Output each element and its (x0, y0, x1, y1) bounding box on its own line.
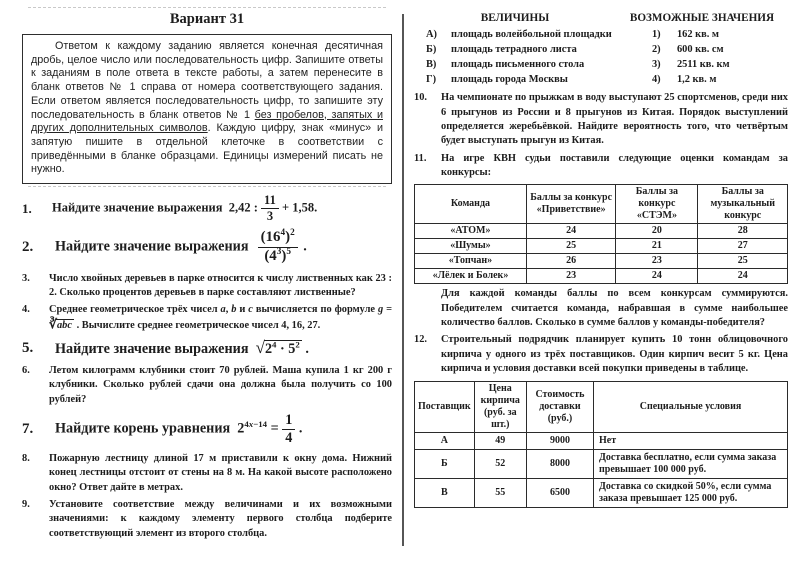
table-row (415, 224, 788, 239)
kvn-cell: 25 (698, 254, 788, 269)
problem-11 (414, 152, 788, 181)
kvn-cell: 24 (526, 224, 616, 239)
match-text: площадь тетрадного листа (451, 44, 577, 56)
match-label: А) (426, 29, 437, 40)
problem-5 (22, 339, 392, 358)
supplier-header-cell: Специальные условия (594, 381, 788, 432)
problem-text: Пожарную лестницу длиной 17 м приставили к окну дома. Нижний конец лестницы отстоит от стены на 8 м. На какой высоте расположено окно? Ответ дайте в метрах. (49, 452, 392, 493)
problem-3 (22, 272, 392, 301)
match-text: площадь волейбольной площадки (451, 29, 612, 40)
kvn-cell: 24 (698, 269, 788, 284)
match-item-g (426, 73, 616, 87)
kvn-cell: «АТОМ» (415, 224, 527, 239)
velichiny-header: ВЕЛИЧИНЫ (480, 12, 550, 24)
znacheniya-header: ВОЗМОЖНЫЕ ЗНАЧЕНИЯ (629, 12, 775, 24)
problem-1 (22, 194, 392, 223)
kvn-header-cell: Баллы за конкурс «СТЭМ» (616, 185, 698, 224)
problem-number: 5. (22, 340, 34, 356)
problem-text: Среднее геометрическое трёх чисел a, b и c вычисляется по формуле g = ∛abc . Вычислите среднее геометрическое чисел 4, 16, 27. (49, 304, 392, 331)
supplier-conditions-cell: Доставка бесплатно, если сумма заказа превышает 100 000 руб. (594, 449, 788, 478)
suppliers-table (414, 381, 788, 508)
match-label: 4) (651, 74, 661, 86)
matching-right-list (616, 28, 788, 88)
variant-title: Вариант 31 (169, 11, 245, 27)
table-row (415, 239, 788, 254)
problem-12 (414, 333, 788, 376)
match-value-3 (652, 58, 788, 72)
problem-number: 1. (22, 200, 32, 216)
problem-text: Летом килограмм клубники стоит 70 рублей. Маша купила 1 кг 200 г клубники. Сколько рублей сдачи она должна была получить со 100 рублей? (49, 365, 392, 405)
kvn-cell: «Топчан» (415, 254, 527, 269)
match-item-v (426, 58, 616, 72)
kvn-cell: 26 (526, 254, 616, 269)
problem-text: Найдите значение выражения $√2^4 \cdot 5^2$ . (55, 338, 309, 357)
problem-text: Найдите значение выражения $\frac{(16^4)^2}{(4^3)^5}$ . (55, 227, 307, 264)
table-row (415, 449, 788, 478)
problem-number: 6. (22, 365, 30, 376)
problem-number: 7. (22, 420, 34, 437)
problem-7 (22, 413, 392, 446)
problem-number: 9. (22, 498, 30, 510)
match-item-a (426, 28, 616, 42)
match-label: Г) (426, 74, 437, 86)
supplier-header-cell: Цена кирпича (руб. за шт.) (474, 381, 526, 432)
match-text: 2511 кв. км (676, 59, 730, 71)
supplier-cell: 49 (474, 432, 526, 449)
problem-text: Строительный подрядчик планирует купить 10 тонн облицовочного кирпича у одного из трёх поставщиков. Один кирпич весит 5 кг. Цена кирпича и условия доставки всей покупки приведены в таблице. (441, 334, 788, 375)
problem-text: На игре КВН судьи поставили следующие оценки командам за конкурсы: (441, 152, 788, 178)
kvn-cell: 23 (526, 269, 616, 284)
supplier-cell: 9000 (526, 432, 593, 449)
kvn-header-cell: Баллы за конкурс «Приветствие» (526, 185, 616, 224)
scan-artifact-line (28, 186, 386, 187)
match-label: 3) (651, 59, 661, 71)
supplier-cell: Б (415, 449, 475, 478)
scan-artifact-line (28, 7, 386, 8)
supplier-cell: 6500 (526, 478, 593, 507)
problem-10 (414, 91, 788, 148)
table-row (415, 254, 788, 269)
kvn-cell: 25 (526, 239, 616, 254)
problem-number: 3. (22, 272, 30, 284)
match-text: 1,2 кв. м (676, 74, 717, 86)
match-label: В) (426, 59, 437, 71)
kvn-table (414, 184, 788, 284)
kvn-header-cell: Баллы за музыкальный конкурс (698, 185, 788, 224)
supplier-conditions-cell: Доставка со скидкой 50%, если сумма заказа превышает 125 000 руб. (594, 478, 788, 507)
problem-6 (22, 364, 392, 407)
problem-9 (22, 498, 392, 541)
match-value-2 (652, 43, 788, 57)
matching-left-list (414, 28, 616, 88)
problem-number: 2. (22, 238, 34, 255)
table-header-row (415, 381, 788, 432)
supplier-cell: В (415, 478, 475, 507)
kvn-header-cell: Команда (415, 185, 527, 224)
matching-body (414, 28, 788, 88)
kvn-cell: 21 (616, 239, 698, 254)
kvn-cell: «Лёлек и Болек» (415, 269, 527, 284)
problem-text: Найдите корень уравнения $2^{4x-14}$ = $\frac{1}{4}$ . (55, 412, 303, 446)
supplier-cell: 52 (474, 449, 526, 478)
kvn-cell: 24 (616, 269, 698, 284)
match-text: 600 кв. см (676, 44, 724, 56)
problem-number: 12. (414, 334, 427, 346)
right-column (414, 10, 788, 511)
problem-list-left (22, 194, 392, 541)
match-label: 1) (651, 29, 661, 40)
match-label: Б) (426, 44, 437, 56)
supplier-header-cell: Стоимость доставки (руб.) (526, 381, 593, 432)
match-text: 162 кв. м (676, 29, 720, 40)
supplier-header-cell: Поставщик (415, 381, 475, 432)
problem-text: На чемпионате по прыжкам в воду выступают 25 спортсменов, среди них 6 прыгунов из России и 8 прыгунов из Китая. Порядок выступлений определяется жеребьёвкой. Найдите вероятность того, что четвёртым будет выступать прыгун из Китая. (441, 92, 788, 147)
problem-8 (22, 452, 392, 495)
kvn-cell: 28 (698, 224, 788, 239)
problem-text: Число хвойных деревьев в парке относится к числу лиственных как 23 : 2. Сколько процентов деревьев в парке составляют лиственные? (49, 272, 392, 298)
matching-headers (414, 12, 788, 24)
kvn-cell: 20 (616, 224, 698, 239)
table-row (415, 432, 788, 449)
match-item-b (426, 43, 616, 57)
match-value-4 (652, 73, 788, 87)
problem-4 (22, 303, 392, 333)
problem-number: 10. (414, 92, 427, 104)
problem-number: 11. (414, 152, 427, 164)
match-label: 2) (651, 44, 661, 56)
match-text: площадь города Москвы (451, 74, 568, 86)
match-text: площадь письменного стола (451, 59, 585, 71)
supplier-conditions-cell: Нет (594, 432, 788, 449)
instructions-box: Ответом к каждому заданию является конечная десятичная дробь, целое число или последовательность цифр. Запишите ответы к заданиям в поле ответа в тексте работы, а затем перенесите в бланк ответов № 1 справа от номера соответствующего задания. Если ответом является последовательность цифр, то запишите эту последовательность в бланк ответов № 1 без пробелов, запятых и других дополнительных символов. Каждую цифру, знак «минус» и запятую пишите в отдельной клеточке в соответствии с приведёнными в бланке образцами. Единицы измерений писать не нужно. (22, 34, 392, 184)
column-divider (402, 14, 404, 546)
problem-number: 4. (22, 304, 30, 316)
kvn-cell: «Шумы» (415, 239, 527, 254)
supplier-cell: А (415, 432, 475, 449)
kvn-cell: 27 (698, 239, 788, 254)
problem-2 (22, 229, 392, 265)
table-row (415, 269, 788, 284)
left-column (22, 5, 392, 544)
supplier-cell: 55 (474, 478, 526, 507)
supplier-cell: 8000 (526, 449, 593, 478)
match-value-1 (652, 28, 788, 42)
problem-text: Найдите значение выражения 2,42 : $\frac{11}{3}$ + 1,58. (52, 193, 318, 224)
table-row (415, 478, 788, 507)
after-kvn-paragraph: Для каждой команды баллы по всем конкурсам суммируются. Победителем считается команда, набравшая в сумме наибольшее количество баллов. Сколько в сумме баллов у команды-победителя? (441, 288, 788, 329)
kvn-cell: 23 (616, 254, 698, 269)
problem-text: Установите соответствие между величинами и их возможными значениями: к каждому элементу первого столбца подберите соответствующий элемент из второго столбца. (49, 498, 392, 539)
problem-number: 8. (22, 452, 30, 464)
table-header-row (415, 185, 788, 224)
